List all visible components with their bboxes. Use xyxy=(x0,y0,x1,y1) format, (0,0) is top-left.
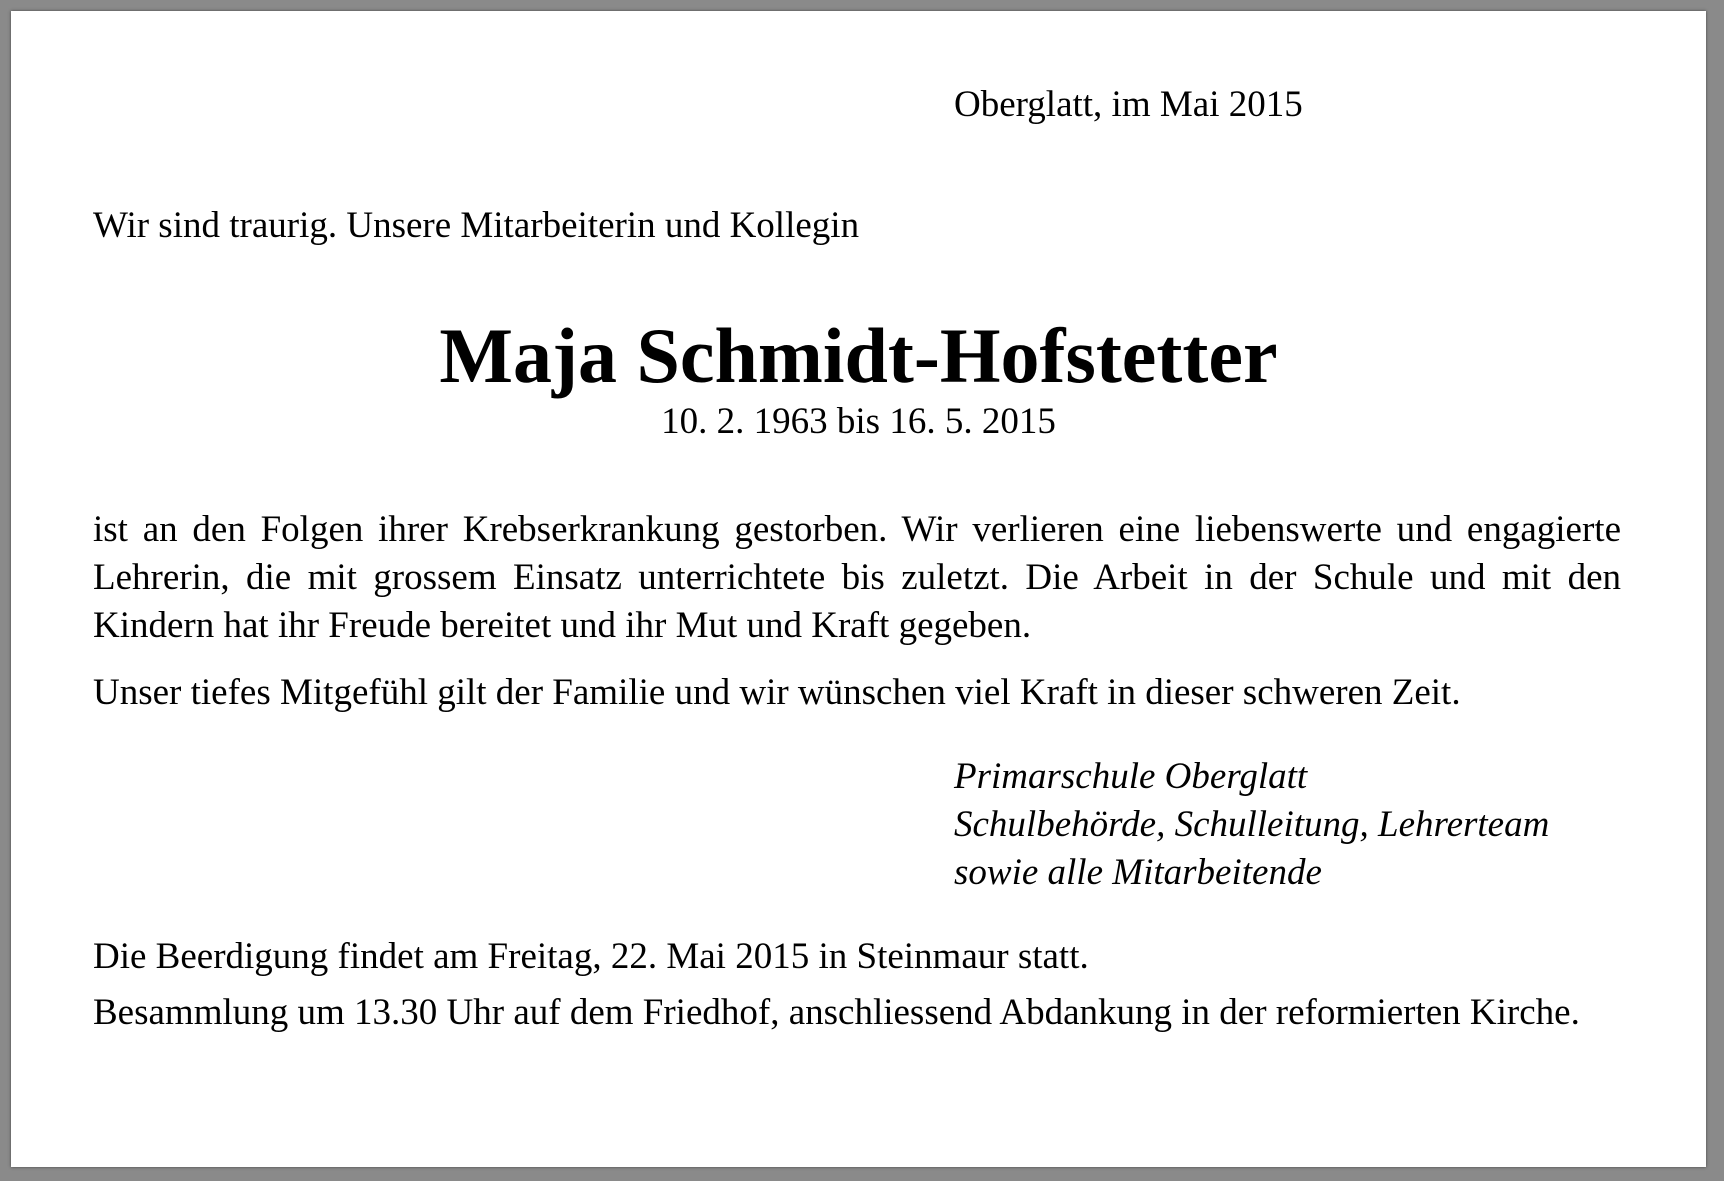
notice-body xyxy=(93,506,1621,717)
signature-line: sowie alle Mitarbeitende xyxy=(954,852,1322,893)
place-date: Oberglatt, im Mai 2015 xyxy=(954,84,1303,125)
paragraph-1: ist an den Folgen ihrer Krebserkrankung gestorben. Wir verlieren eine liebenswerte und engagierte Lehrerin, die mit grossem Einsatz unterrichtete bis zuletzt. Die Arbeit in der Schule und mit den Kindern hat ihr Freude bereitet und ihr Mut und Kraft gegeben. xyxy=(93,509,1621,646)
paragraph-2: Unser tiefes Mitgefühl gilt der Familie und wir wünschen viel Kraft in dieser schweren Zeit. xyxy=(93,672,1461,713)
funeral-gathering-line: Besammlung um 13.30 Uhr auf dem Friedhof, anschliessend Abdankung in der reformierten Kirche. xyxy=(93,992,1580,1033)
funeral-info xyxy=(93,933,1621,1037)
document-page xyxy=(11,11,1706,1167)
life-dates: 10. 2. 1963 bis 16. 5. 2015 xyxy=(661,401,1056,442)
signature-block xyxy=(954,753,1549,897)
funeral-date-line: Die Beerdigung findet am Freitag, 22. Mai 2015 in Steinmaur statt. xyxy=(93,936,1089,977)
signature-line: Primarschule Oberglatt xyxy=(954,756,1308,797)
intro-text: Wir sind traurig. Unsere Mitarbeiterin und Kollegin xyxy=(93,205,860,246)
deceased-name: Maja Schmidt-Hofstetter xyxy=(439,312,1278,399)
signature-line: Schulbehörde, Schulleitung, Lehrerteam xyxy=(954,804,1550,845)
